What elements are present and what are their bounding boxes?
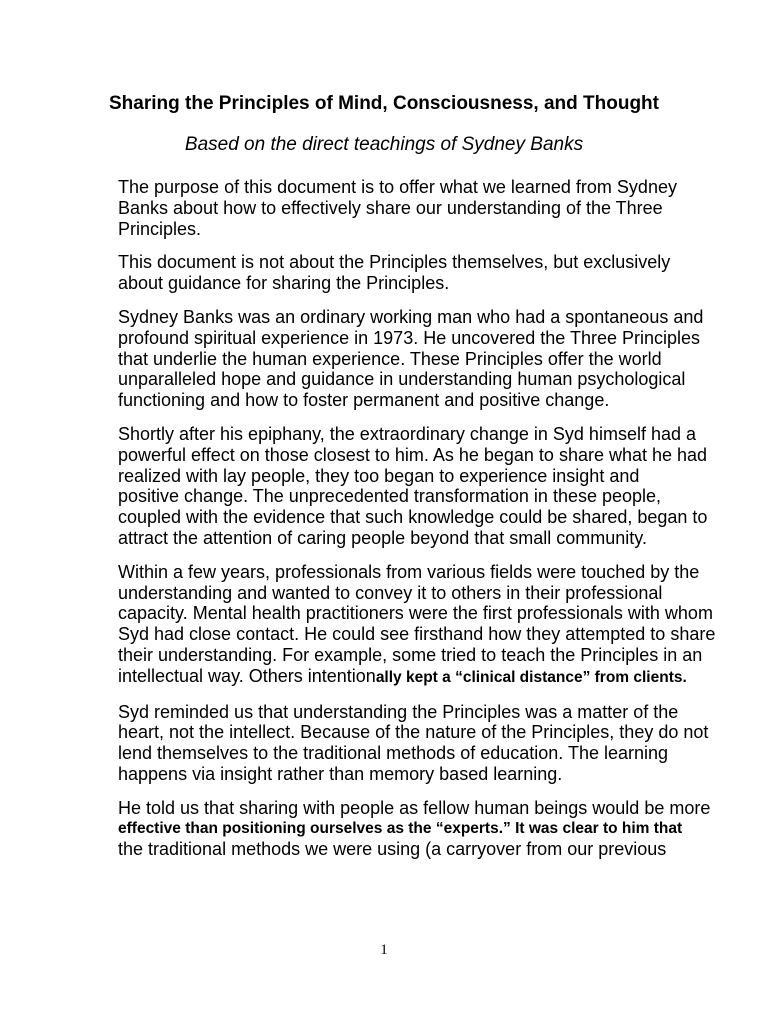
text-line: understanding and wanted to convey it to others in their professional: [118, 582, 663, 603]
text-line: heart, not the intellect. Because of the nature of the Principles, they do not: [118, 722, 709, 743]
document-title: Sharing the Principles of Mind, Consciousness, and Thought: [109, 93, 659, 114]
paragraph-scope: [118, 252, 688, 294]
document-subtitle: Based on the direct teachings of Sydney Banks: [184, 134, 584, 155]
text-line: Syd had close contact. He could see firsthand how they attempted to share: [118, 624, 716, 645]
text-line: Within a few years, professionals from various fields were touched by the: [118, 561, 700, 582]
paragraph-professionals: [118, 561, 716, 689]
text-line: unparalleled hope and guidance in understanding human psychological: [118, 369, 686, 390]
document-body: [118, 177, 716, 873]
text-line-mixed: [118, 666, 688, 689]
text-line: realized with lay people, they too began to experience insight and: [118, 465, 640, 486]
text-line: powerful effect on those closest to him. As he began to share what he had: [118, 444, 708, 465]
bold-text-run: .: [682, 668, 687, 686]
paragraph-epiphany: [118, 423, 708, 549]
text-line: attract the attention of caring people beyond that small community.: [118, 527, 647, 548]
text-line: happens via insight rather than memory based learning.: [118, 763, 563, 784]
text-line: Banks about how to effectively share our understanding of the Three: [118, 197, 663, 218]
text-line: positive change. The unprecedented transformation in these people,: [118, 486, 662, 507]
text-line: lend themselves to the traditional methods of education. The learning: [118, 743, 669, 764]
text-line: Syd reminded us that understanding the Principles was a matter of the: [118, 701, 679, 722]
paragraph-sharing: [118, 797, 711, 860]
paragraph-sydney-banks: [118, 306, 704, 411]
bold-text-line: effective than positioning ourselves as the “experts.” It was clear to him that: [118, 819, 683, 837]
bold-text-run: ally kept a “clinical distance” from clients: [375, 668, 683, 686]
text-line: Sydney Banks was an ordinary working man who had a spontaneous and: [118, 306, 704, 327]
text-line: about guidance for sharing the Principles.: [118, 273, 450, 294]
text-line: Principles.: [118, 218, 202, 239]
text-line: that underlie the human experience. These Principles offer the world: [118, 348, 662, 369]
text-line: capacity. Mental health practitioners were the first professionals with whom: [118, 603, 713, 624]
text-line: functioning and how to foster permanent and positive change.: [118, 390, 610, 411]
page-number: 1: [380, 942, 388, 958]
paragraph-heart: [118, 701, 709, 785]
paragraph-purpose: [118, 177, 688, 239]
text-line: Shortly after his epiphany, the extraordinary change in Syd himself had a: [118, 423, 696, 444]
text-line: This document is not about the Principles themselves, but exclusively: [118, 252, 671, 273]
text-line: their understanding. For example, some tried to teach the Principles in an: [118, 644, 703, 665]
text-line: the traditional methods we were using (a carryover from our previous: [118, 839, 667, 860]
text-line: He told us that sharing with people as fellow human beings would be more: [118, 797, 711, 818]
text-line: The purpose of this document is to offer what we learned from Sydney: [118, 177, 677, 197]
text-line: coupled with the evidence that such knowledge could be shared, began to: [118, 507, 708, 528]
text-line: profound spiritual experience in 1973. He uncovered the Three Principles: [118, 327, 701, 348]
text-run: intellectual way. Others intention: [118, 665, 376, 686]
